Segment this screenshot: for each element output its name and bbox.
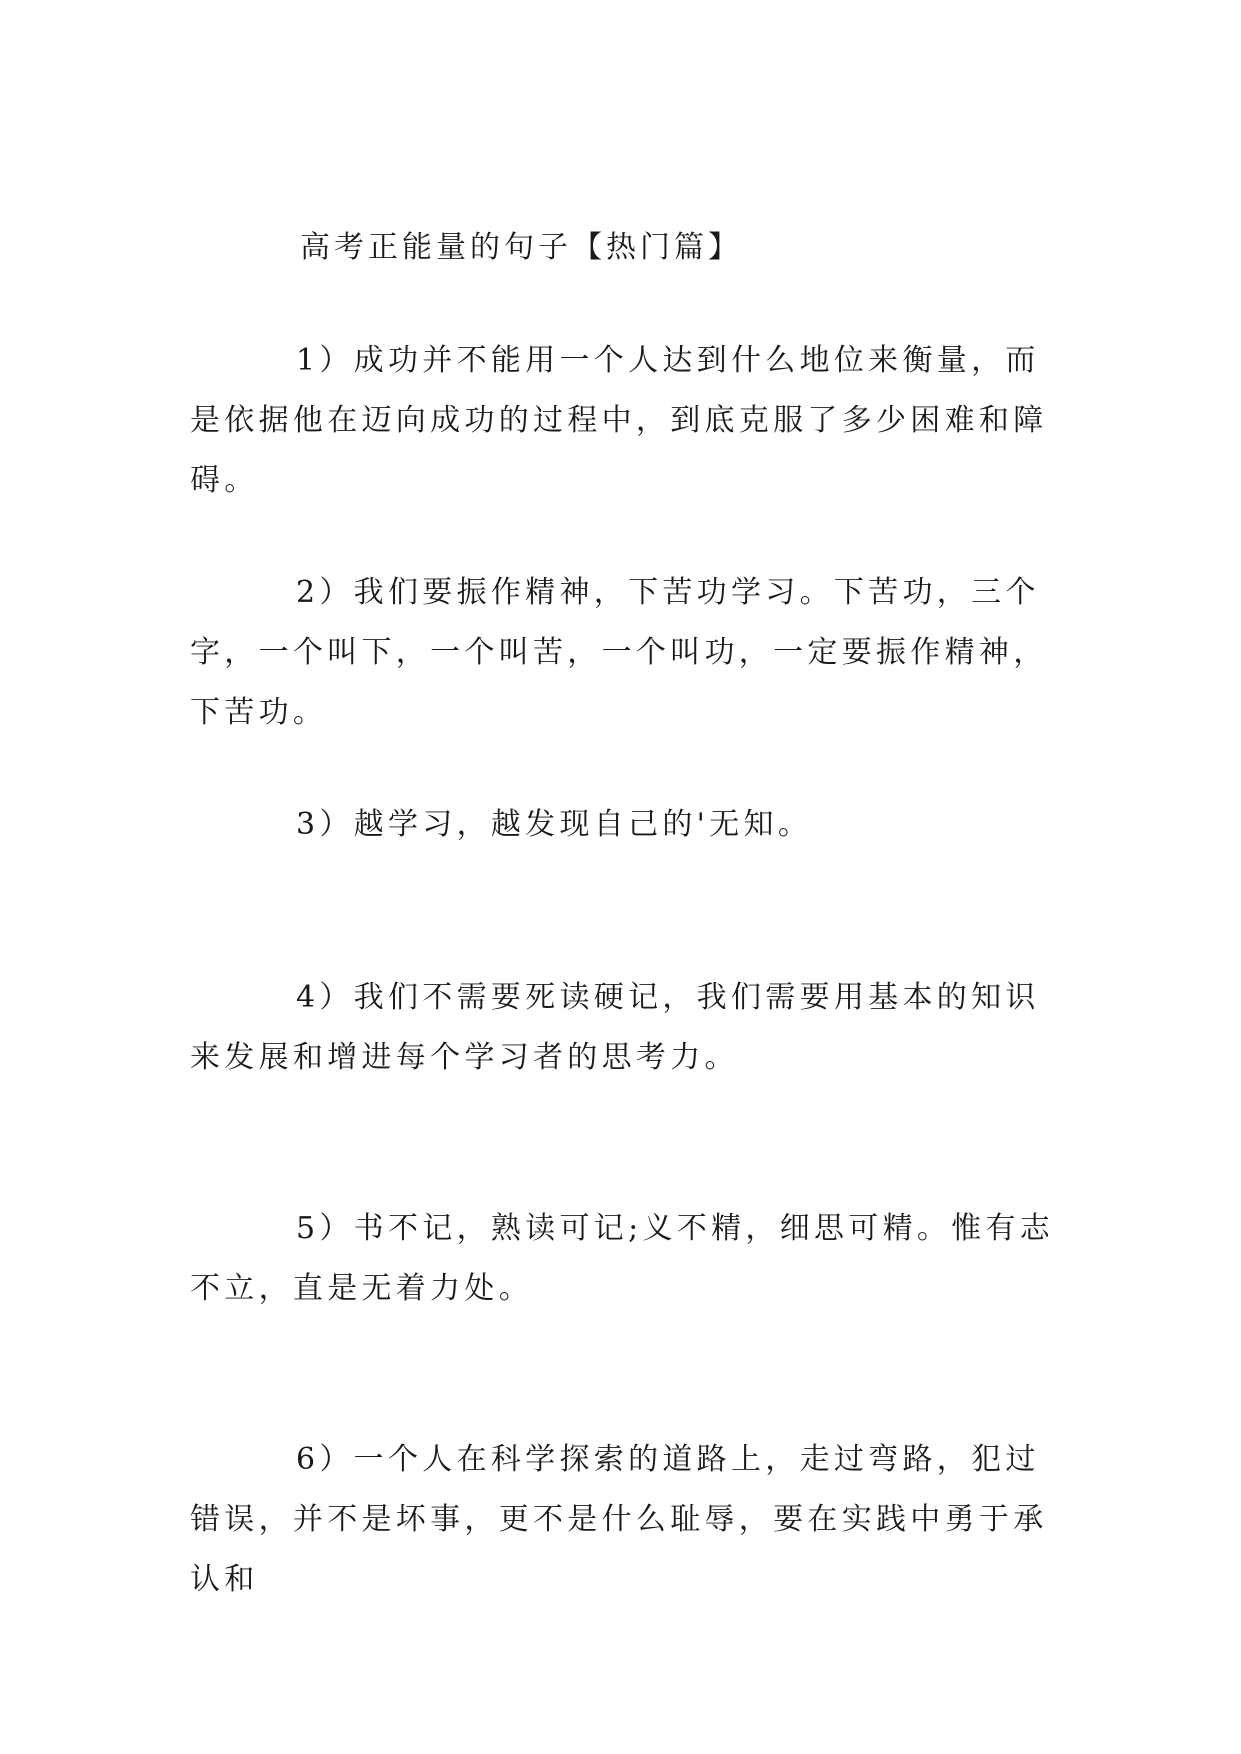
document-title: 高考正能量的句子【热门篇】 [300, 230, 742, 265]
paragraph-4: 4）我们不需要死读硬记，我们需要用基本的知识来发展和增进每个学习者的思考力。 [190, 980, 1040, 1075]
paragraph-1: 1）成功并不能用一个人达到什么地位来衡量，而是依据他在迈向成功的过程中，到底克服了多少困难和障碍。 [190, 343, 1048, 498]
paragraph-3: 3）越学习，越发现自己的'无知。 [296, 807, 813, 842]
paragraph-2: 2）我们要振作精神，下苦功学习。下苦功，三个字，一个叫下，一个叫苦，一个叫功，一定要振作精神，下苦功。 [190, 575, 1048, 730]
paragraph-6: 6）一个人在科学探索的道路上，走过弯路，犯过错误，并不是坏事，更不是什么耻辱，要在实践中勇于承认和 [190, 1442, 1048, 1597]
paragraph-5: 5）书不记，熟读可记;义不精，细思可精。惟有志不立，直是无着力处。 [190, 1211, 1055, 1306]
